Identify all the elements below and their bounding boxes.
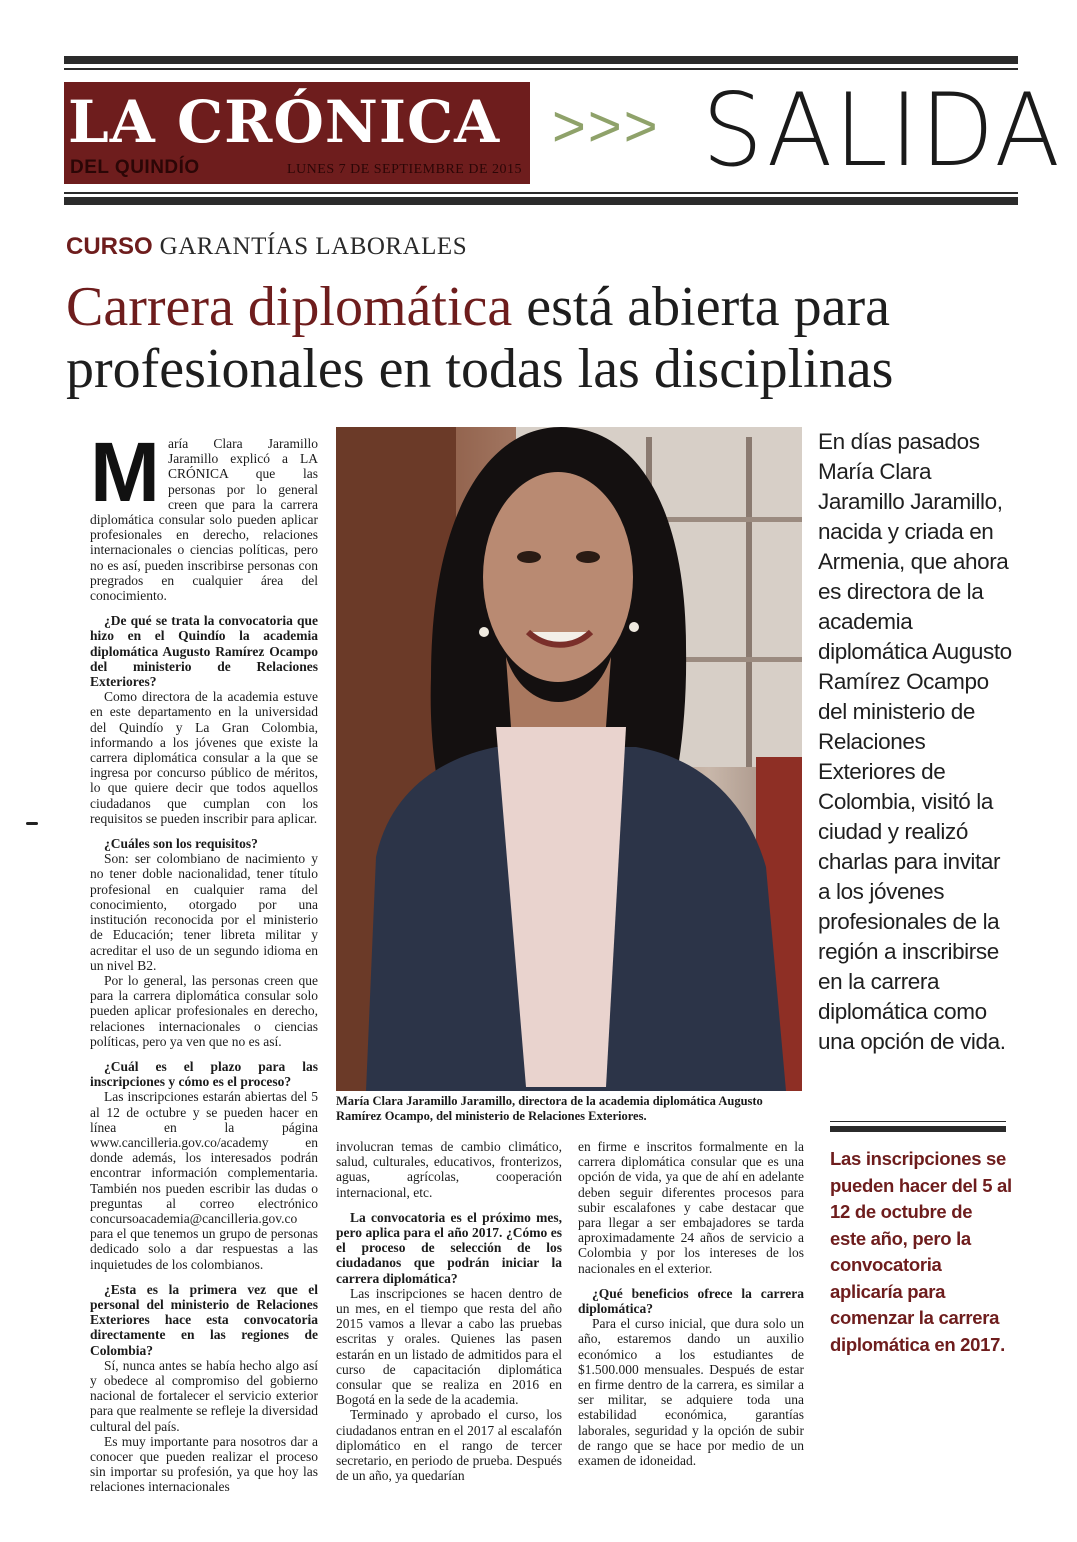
- article-column-1: [90, 425, 318, 1495]
- kicker: [66, 232, 467, 263]
- interview-answer: Para el curso inicial, que dura solo un año, estaremos dando un auxilio económico a los estudiantes de $1.500.000 mensuales. Después de estar en firme dentro de la carrera, es similar a ser militar, se adquiere toda una estabilidad económica, garantías laborales, seguridad y la opción de subir de rango que se hace por medio de un examen de idoneidad.: [578, 1316, 804, 1469]
- portrait-illustration: [336, 427, 802, 1091]
- interview-answer: Las inscripciones estarán abiertas del 5 al 12 de octubre y se pueden hacer en línea en la página www.cancilleria.gov.co/academy en donde además, los interesados podrán encontrar información complementaria. También nos pueden escribir las dudas o preguntas al correo electrónico concursoacademia@cancilleria.gov.co para el que tenemos un grupo de personas dedicado solo a dar respuestas a las inquietudes de los colombianos.: [90, 1089, 318, 1272]
- masthead-bottom-thin-rule: [64, 192, 1018, 194]
- continued-text: involucran temas de cambio climático, salud, culturales, educativos, fronterizos, aguas, agrícolas, cooperación internacional, etc.: [336, 1139, 562, 1200]
- headline-highlight: Carrera diplomática: [66, 276, 513, 338]
- newspaper-subname: DEL QUINDÍO: [70, 157, 200, 178]
- kicker-label: CURSO: [66, 233, 153, 260]
- scan-mark: [26, 822, 38, 825]
- interview-question: ¿Cuáles son los requisitos?: [104, 836, 258, 852]
- interview-answer: Sí, nunca antes se había hecho algo así y obedece al compromiso del gobierno nacional de fortalecer el servicio exterior para que realmente se refleje la diversidad cultural del país.: [90, 1357, 318, 1434]
- interview-question: ¿Cuál es el plazo para las inscripciones y cómo es el proceso?: [90, 1058, 318, 1090]
- interview-question: ¿De qué se trata la convocatoria que hizo en el Quindío la academia diplomática Augusto Ramírez Ocampo del ministerio de Relaciones Exteriores?: [90, 613, 318, 690]
- masthead-top-thin-rule: [64, 68, 1018, 70]
- headline: [66, 276, 1026, 400]
- continued-text: en firme e inscritos formalmente en la carrera diplomática consular que es una opción de vida, ya que de ahí en adelante deben seguir diferentes procesos para subir escalafones y cabe destacar que para llegar a ser embajadores se tarda aproximadamente 24 años de servicio a Colombia y por los intereses de los nacionales en el exterior.: [578, 1139, 804, 1276]
- section-arrows: >>>: [552, 94, 660, 159]
- masthead-top-rule: [64, 56, 1018, 64]
- newspaper-name: LA CRÓNICA: [68, 88, 501, 156]
- pull-quote-rule: [830, 1126, 1006, 1132]
- pull-quote: Las inscripciones se pueden hacer del 5 al 12 de octubre de este año, pero la convocatoria aplicaría para comenzar la carrera diplomática en 2017.: [830, 1148, 1012, 1355]
- interview-answer: Terminado y aprobado el curso, los ciudadanos entran en el 2017 al escalafón diplomático en el rango de tercer secretario, en periodo de prueba. Después de un año, ya quedarían: [336, 1407, 562, 1484]
- interview-answer: Es muy importante para nosotros dar a conocer que pueden realizar el proceso sin importar su profesión, ya que hoy las relaciones internacionales: [90, 1433, 318, 1495]
- interview-answer: Como directora de la academia estuve en este departamento en la universidad del Quindío y La Gran Colombia, informando a los jóvenes que existe la carrera diplomática consular a la que se ingresa por concurso público de méritos, lo que quiere decir que todos aquellos ciudadanos que cumplan con los requisitos se pueden inscribir para aplicar.: [90, 689, 318, 826]
- masthead-bottom-rule: [64, 197, 1018, 205]
- photo-caption: María Clara Jaramillo Jaramillo, directora de la academia diplomática Augusto Ramírez Ocampo, del ministerio de Relaciones Exteriores.: [336, 1094, 763, 1123]
- side-summary: En días pasados María Clara Jaramillo Jaramillo, nacida y criada en Armenia, que ahora es directora de la academia diplomática Augusto Ramírez Ocampo del ministerio de Relaciones Exteriores de Colombia, visitó la ciudad y realizó charlas para invitar a los jóvenes profesionales de la región a inscribirse en la carrera diplomática como una opción de vida.: [818, 429, 1012, 1054]
- article-column-2: [336, 1139, 562, 1483]
- interview-question: ¿Qué beneficios ofrece la carrera diplomática?: [578, 1285, 804, 1317]
- headline-rest: está abierta para profesionales en todas las disciplinas: [66, 276, 894, 400]
- portrait-photo: [336, 427, 802, 1091]
- section-title: SALIDA: [702, 71, 1063, 190]
- pull-quote-thin-rule: [830, 1121, 1006, 1122]
- drop-cap: M: [90, 425, 160, 519]
- issue-date: LUNES 7 DE SEPTIEMBRE DE 2015: [287, 162, 522, 177]
- interview-answer: Por lo general, las personas creen que para la carrera diplomática consular solo pueden aplicar profesionales en derecho, relaciones internacionales o ciencias políticas, pero ya ven que no es así.: [90, 972, 318, 1049]
- lead-paragraph: aría Clara Jaramillo Jaramillo explicó a LA CRÓNICA que las personas por lo general creen que para la carrera diplomática consular solo pueden aplicar profesionales en derecho, relaciones internacionales o ciencias políticas, pero no es así, pueden inscribirse personas con pregrados en cualquier área del conocimiento.: [90, 436, 318, 604]
- article-column-3: [578, 1139, 804, 1468]
- interview-question: La convocatoria es el próximo mes, pero aplica para el año 2017. ¿Cómo es el proceso de selección de los ciudadanos que podrán iniciar la carrera diplomática?: [336, 1209, 562, 1286]
- newspaper-logo: [64, 82, 530, 184]
- interview-answer: Son: ser colombiano de nacimiento y no tener doble nacionalidad, tener título profesional en cualquier rama del conocimiento, otorgado por una institución reconocida por el ministerio de Educación; tener libreta militar y acreditar el uso de un segundo idioma en un nivel B2.: [90, 851, 318, 973]
- interview-question: ¿Esta es la primera vez que el personal del ministerio de Relaciones Exteriores hace esta convocatoria directamente en las regiones de Colombia?: [90, 1281, 318, 1358]
- kicker-topic: GARANTÍAS LABORALES: [159, 233, 468, 260]
- interview-answer: Las inscripciones se hacen dentro de un mes, en el tiempo que resta del año 2015 vamos a llevar a cabo las pruebas escritas y orales. Quienes las pasen estarán en un listado de admitidos para el curso de capacitación diplomática consular que se realiza en 2016 en Bogotá en la sede de la academia.: [336, 1285, 562, 1408]
